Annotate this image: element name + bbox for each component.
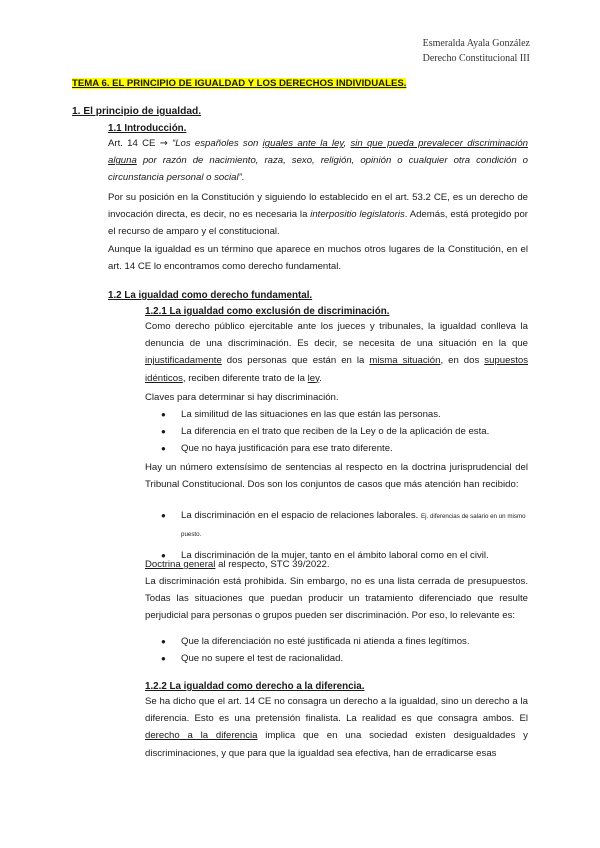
section-1-2-1-title: 1.2.1 La igualdad como exclusión de discriminación. xyxy=(145,306,390,317)
header-author: Esmeralda Ayala González xyxy=(422,38,530,49)
list-item: ● Que la diferenciación no esté justificada ni atienda a fines legítimos. xyxy=(145,633,528,650)
tema-title: TEMA 6. EL PRINCIPIO DE IGUALDAD Y LOS DERECHOS INDIVIDUALES. xyxy=(72,78,407,89)
paragraph-igualdad-termino: Aunque la igualdad es un término que aparece en muchos otros lugares de la Constitución, en el art. 14 CE lo encontramos como derecho fundamental. xyxy=(108,244,528,273)
relevante-list xyxy=(145,633,528,667)
paragraph-prohibida: La discriminación está prohibida. Sin embargo, no es una lista cerrada de presupuestos. Todas las situaciones que puedan producir un tratamiento diferenciado que resulte perjudicial para personas o grupos pueden ser discriminación. Por eso, lo relevante es: xyxy=(145,576,528,622)
section-1-2-title: 1.2 La igualdad como derecho fundamental. xyxy=(108,290,313,301)
paragraph-discriminacion: Como derecho público ejercitable ante los jueces y tribunales, la igualdad conlleva la denuncia de una discriminación. Es decir, se necesita de una situación en la que injustificadamente dos personas que están en la misma situación, en dos supuestos idénticos, reciben diferente trato de la ley. xyxy=(145,321,529,384)
list-item: ● Que no supere el test de racionalidad. xyxy=(145,650,528,667)
list-item: ● Que no haya justificación para ese trato diferente. xyxy=(145,440,528,457)
list-item: ● La discriminación de la mujer, tanto en el ámbito laboral como en el civil. xyxy=(145,547,528,564)
header-course: Derecho Constitucional III xyxy=(422,53,530,64)
section-1-1-title: 1.1 Introducción. xyxy=(108,123,187,134)
page-header xyxy=(423,36,530,66)
section-1-2-2-title: 1.2.2 La igualdad como derecho a la diferencia. xyxy=(145,681,365,692)
paragraph-sentencias: Hay un número extensísimo de sentencias al respecto en la doctrina jurisprudencial del Tribunal Constitucional. Dos son los conjuntos de casos que más atención han recibido: xyxy=(145,462,528,491)
section-1-title: 1. El principio de igualdad. xyxy=(72,106,202,117)
list-item: ● La diferencia en el trato que reciben de la Ley o de la aplicación de esta. xyxy=(145,423,528,440)
paragraph-diferencia: Se ha dicho que el art. 14 CE no consagra un derecho a la igualdad, sino un derecho a la diferencia. Esto es una pretensión finalista. La realidad es que consagra ambos. El derecho a la diferencia implica que en una sociedad existen desigualdades y discriminaciones, y que para que la igualdad sea efectiva, han de erradicarse esas xyxy=(145,696,528,759)
arrow-icon: → xyxy=(159,138,168,149)
paragraph-invocacion: Por su posición en la Constitución y siguiendo lo establecido en el art. 53.2 CE, es un derecho de invocación directa, es decir, no es necesaria la interpositio legislatoris. Además, está protegido por el recurso de amparo y el constitucional. xyxy=(108,192,528,238)
list-item: ● La discriminación en el espacio de relaciones laborales. Ej. diferencias de salario en un mismo puesto. xyxy=(145,507,528,543)
doctrina-general: Doctrina general al respecto, STC 39/2022. xyxy=(145,559,330,570)
list-item: ● La similitud de las situaciones en las que están las personas. xyxy=(145,406,528,423)
claves-intro: Claves para determinar si hay discriminación. xyxy=(145,392,339,403)
claves-list xyxy=(145,406,528,457)
article-14-quote: Art. 14 CE → “Los españoles son iguales ante la ley, sin que pueda prevalecer discriminación alguna por razón de nacimiento, raza, sexo, religión, opinión o cualquier otra condición o circunstancia personal o social”. xyxy=(108,138,528,184)
